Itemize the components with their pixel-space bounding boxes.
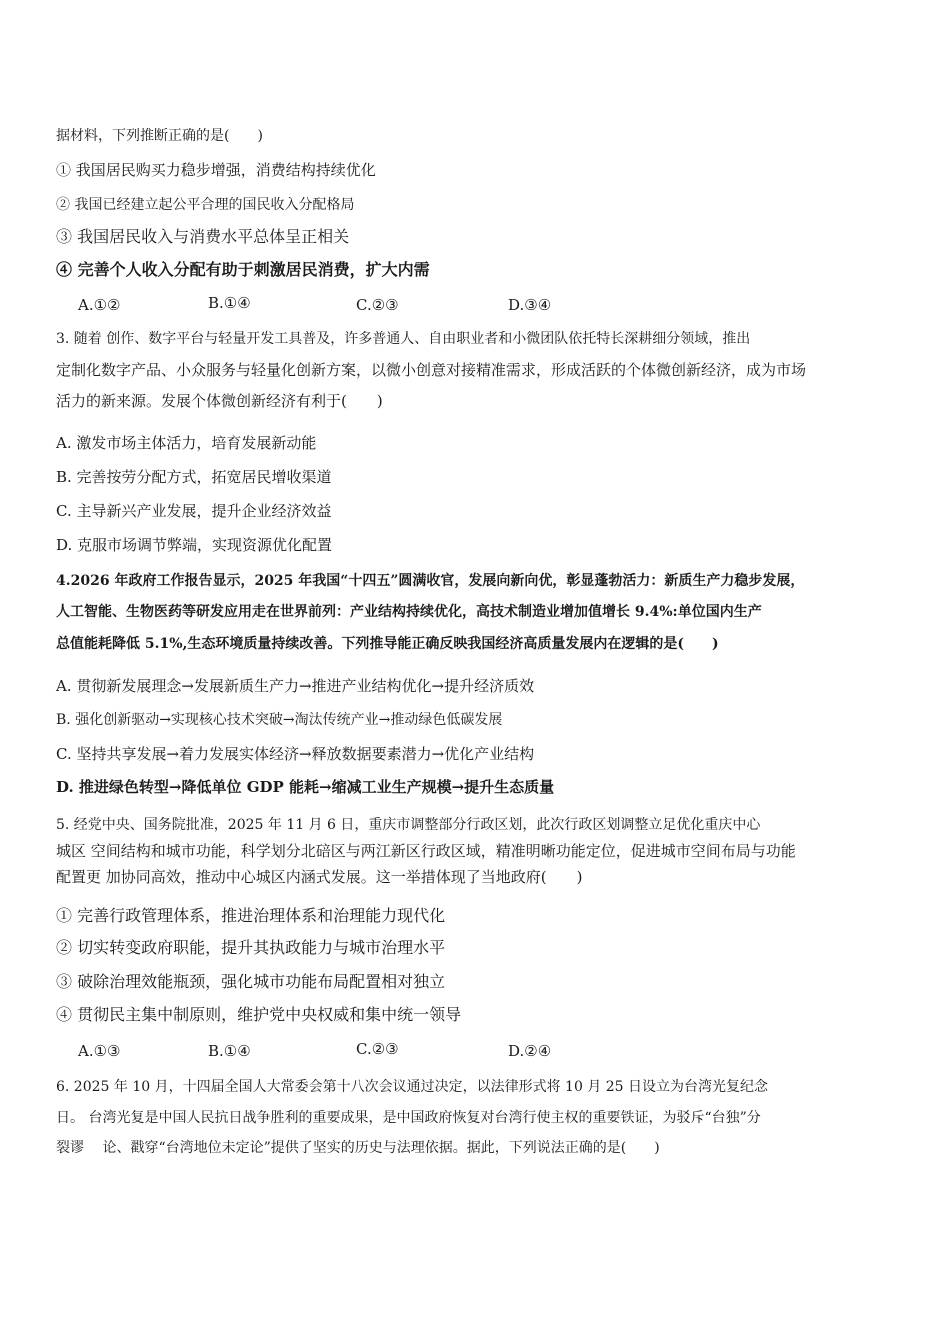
q3-option-b: B. 完善按劳分配方式，拓宽居民增收渠道	[56, 468, 332, 486]
q4-option-a: A. 贯彻新发展理念→发展新质生产力→推进产业结构优化→提升经济质效	[56, 677, 535, 695]
q2-option-a: A.①②	[78, 296, 121, 314]
q4-stem-line-3: 总值能耗降低 5.1%,生态环境质量持续改善。下列推导能正确反映我国经济高质量发展内在逻辑的是( )	[56, 636, 719, 652]
q2-statement-1: ① 我国居民购买力稳步增强，消费结构持续优化	[56, 161, 376, 179]
q3-option-d: D. 克服市场调节弊端，实现资源优化配置	[56, 536, 333, 554]
q2-option-c: C.②③	[356, 296, 399, 314]
q5-statement-2: ② 切实转变政府职能，提升其执政能力与城市治理水平	[56, 938, 446, 957]
q5-statement-1: ① 完善行政管理体系，推进治理体系和治理能力现代化	[56, 906, 446, 925]
q5-statement-3: ③ 破除治理效能瓶颈，强化城市功能布局配置相对独立	[56, 972, 446, 991]
q4-option-b: B. 强化创新驱动→实现核心技术突破→淘汰传统产业→推动绿色低碳发展	[56, 712, 503, 728]
q2-stem-tail: 据材料，下列推断正确的是( )	[56, 128, 263, 144]
q3-option-a: A. 激发市场主体活力，培育发展新动能	[56, 434, 317, 452]
q4-stem-line-2: 人工智能、生物医药等研发应用走在世界前列：产业结构持续优化，高技术制造业增加值增长 9.4%:单位国内生产	[56, 604, 762, 620]
q2-option-b: B.①④	[208, 294, 251, 312]
q5-option-d: D.②④	[508, 1042, 552, 1060]
q3-stem-line-2: 定制化数字产品、小众服务与轻量化创新方案，以微小创意对接精准需求，形成活跃的个体微创新经济，成为市场	[56, 361, 807, 379]
q4-option-c: C. 坚持共享发展→着力发展实体经济→释放数据要素潜力→优化产业结构	[56, 745, 535, 763]
q5-option-b: B.①④	[208, 1042, 251, 1060]
q5-stem-line-2: 城区 空间结构和城市功能，科学划分北碚区与两江新区行政区域，精准明晰功能定位，促进城市空间布局与功能	[56, 842, 796, 860]
q3-option-c: C. 主导新兴产业发展，提升企业经济效益	[56, 502, 332, 520]
q2-statement-2: ② 我国已经建立起公平合理的国民收入分配格局	[56, 197, 355, 213]
q5-statement-4: ④ 贯彻民主集中制原则，维护党中央权威和集中统一领导	[56, 1005, 462, 1024]
q2-option-d: D.③④	[508, 296, 552, 314]
q4-option-d: D. 推进绿色转型→降低单位 GDP 能耗→缩减工业生产规模→提升生态质量	[56, 778, 555, 796]
q4-stem-line-1: 4.2026 年政府工作报告显示，2025 年我国“十四五”圆满收官，发展向新向优，彰显蓬勃活力：新质生产力稳步发展，	[56, 573, 805, 589]
q3-stem-line-3: 活力的新来源。发展个体微创新经济有利于( )	[56, 392, 383, 410]
q6-stem-line-1: 6. 2025 年 10 月，十四届全国人大常委会第十八次会议通过决定，以法律形式将 10 月 25 日设立为台湾光复纪念	[56, 1079, 769, 1095]
q6-stem-line-3: 裂谬 论、戳穿“台湾地位未定论”提供了坚实的历史与法理依据。据此，下列说法正确的是( )	[56, 1140, 660, 1156]
q6-stem-line-2: 日。 台湾光复是中国人民抗日战争胜利的重要成果，是中国政府恢复对台湾行使主权的重要铁证，为驳斥“台独”分	[56, 1110, 761, 1126]
q3-stem-line-1: 3. 随着 创作、数字平台与轻量开发工具普及，许多普通人、自由职业者和小微团队依托特长深耕细分领域，推出	[56, 331, 751, 347]
q5-option-c: C.②③	[356, 1040, 399, 1058]
q5-stem-line-3: 配置更 加协同高效，推动中心城区内涵式发展。这一举措体现了当地政府( )	[56, 868, 583, 886]
q2-statement-3: ③ 我国居民收入与消费水平总体呈正相关	[56, 227, 350, 246]
q5-stem-line-1: 5. 经党中央、国务院批准，2025 年 11 月 6 日，重庆市调整部分行政区划，此次行政区划调整立足优化重庆中心	[56, 817, 761, 833]
q5-option-a: A.①③	[78, 1042, 121, 1060]
q2-statement-4: ④ 完善个人收入分配有助于刺激居民消费，扩大内需	[56, 260, 430, 279]
